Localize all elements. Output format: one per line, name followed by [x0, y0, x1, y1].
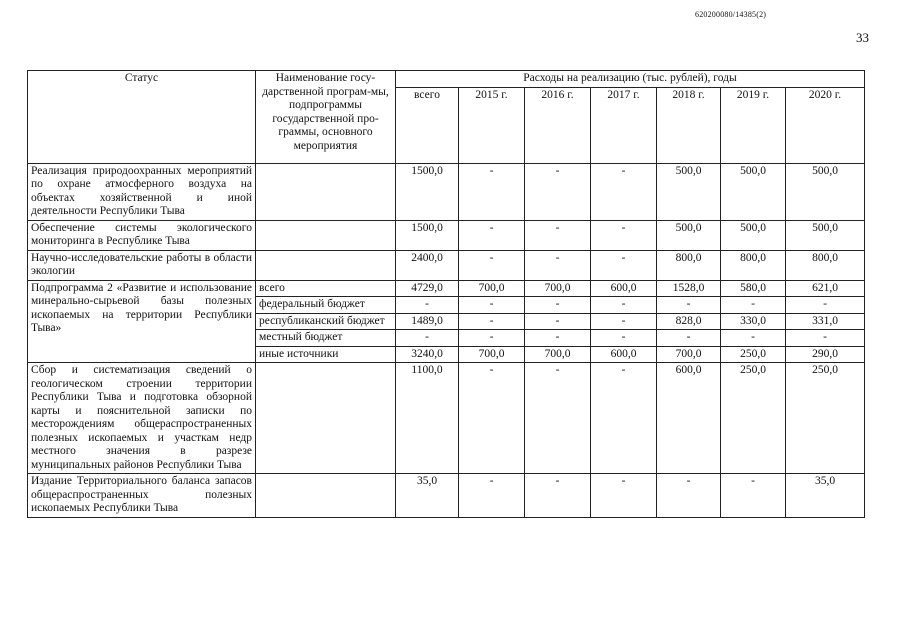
cell-value: 500,0	[721, 163, 786, 220]
cell-total: 4729,0	[396, 280, 459, 297]
cell-value: 500,0	[786, 163, 865, 220]
cell-value: -	[459, 363, 525, 474]
header-year: 2017 г.	[591, 87, 657, 163]
cell-value: -	[591, 313, 657, 330]
cell-value: -	[525, 163, 591, 220]
cell-value: 500,0	[786, 220, 865, 250]
cell-value: 35,0	[786, 474, 865, 518]
cell-value: -	[591, 220, 657, 250]
cell-value: -	[657, 297, 721, 314]
cell-value: -	[591, 474, 657, 518]
row-name	[256, 363, 396, 474]
cell-value: -	[591, 363, 657, 474]
table-row	[28, 220, 865, 250]
cell-value: -	[721, 297, 786, 314]
cell-value: -	[459, 474, 525, 518]
cell-value: -	[657, 330, 721, 347]
cell-value: 330,0	[721, 313, 786, 330]
header-year: 2020 г.	[786, 87, 865, 163]
cell-value: -	[459, 250, 525, 280]
cell-value: -	[786, 330, 865, 347]
cell-value: -	[525, 330, 591, 347]
row-name: местный бюджет	[256, 330, 396, 347]
row-status: Реализация природоохранных мероприятий по охране атмосферного воздуха на объектах хозяйственной и иной деятельности Республики Тыва	[28, 163, 256, 220]
header-name: Наименование госу-дарственной програм-мы, подпрограммы государственной про-граммы, основного мероприятия	[256, 71, 396, 164]
cell-value: -	[525, 250, 591, 280]
row-name: республиканский бюджет	[256, 313, 396, 330]
cell-value: 500,0	[657, 220, 721, 250]
cell-total: 2400,0	[396, 250, 459, 280]
cell-total: -	[396, 297, 459, 314]
cell-value: -	[459, 220, 525, 250]
cell-value: 800,0	[657, 250, 721, 280]
cell-total: 1500,0	[396, 163, 459, 220]
header-year: 2019 г.	[721, 87, 786, 163]
cell-value: -	[525, 313, 591, 330]
cell-value: -	[459, 330, 525, 347]
table-row	[28, 474, 865, 518]
expenditure-table	[27, 70, 865, 518]
header-spending: Расходы на реализацию (тыс. рублей), годы	[396, 71, 865, 88]
table-row	[28, 163, 865, 220]
cell-value: 700,0	[657, 346, 721, 363]
cell-value: -	[657, 474, 721, 518]
cell-value: 331,0	[786, 313, 865, 330]
cell-value: 800,0	[721, 250, 786, 280]
cell-total: 1500,0	[396, 220, 459, 250]
cell-total: 3240,0	[396, 346, 459, 363]
cell-value: 580,0	[721, 280, 786, 297]
header-status: Статус	[28, 71, 256, 164]
cell-value: -	[591, 163, 657, 220]
row-name	[256, 250, 396, 280]
cell-value: 600,0	[591, 280, 657, 297]
cell-total: -	[396, 330, 459, 347]
table-row	[28, 280, 865, 297]
cell-value: -	[591, 330, 657, 347]
cell-value: -	[459, 163, 525, 220]
cell-value: 621,0	[786, 280, 865, 297]
cell-value: -	[591, 297, 657, 314]
cell-value: -	[525, 363, 591, 474]
cell-value: -	[525, 220, 591, 250]
row-name: иные источники	[256, 346, 396, 363]
cell-value: -	[459, 313, 525, 330]
header-year: 2018 г.	[657, 87, 721, 163]
cell-value: 828,0	[657, 313, 721, 330]
cell-value: -	[591, 250, 657, 280]
cell-value: 700,0	[525, 346, 591, 363]
cell-value: 250,0	[721, 363, 786, 474]
row-status: Издание Территориального баланса запасов общераспространенных полезных ископаемых Республики Тыва	[28, 474, 256, 518]
cell-value: 1528,0	[657, 280, 721, 297]
cell-value: -	[721, 474, 786, 518]
cell-value: -	[459, 297, 525, 314]
cell-value: 290,0	[786, 346, 865, 363]
row-name	[256, 163, 396, 220]
table-row	[28, 250, 865, 280]
cell-value: 700,0	[525, 280, 591, 297]
header-year: 2016 г.	[525, 87, 591, 163]
cell-value: 800,0	[786, 250, 865, 280]
cell-value: 700,0	[459, 346, 525, 363]
table-row	[28, 363, 865, 474]
header-year: 2015 г.	[459, 87, 525, 163]
row-status: Научно-исследовательские работы в области экологии	[28, 250, 256, 280]
row-status: Сбор и систематизация сведений о геологическом строении территории Республики Тыва и подготовка обзорной карты и пояснительной записки по месторождениям общераспространенных полезных ископаемых и участкам недр местного значения в разрезе муниципальных районов Республики Тыва	[28, 363, 256, 474]
cell-value: 500,0	[721, 220, 786, 250]
document-id: 620200080/14385(2)	[695, 10, 767, 19]
cell-value: -	[786, 297, 865, 314]
cell-value: -	[525, 474, 591, 518]
cell-value: 600,0	[591, 346, 657, 363]
row-name: федеральный бюджет	[256, 297, 396, 314]
cell-value: 250,0	[721, 346, 786, 363]
cell-value: -	[525, 297, 591, 314]
row-name: всего	[256, 280, 396, 297]
cell-total: 35,0	[396, 474, 459, 518]
cell-total: 1489,0	[396, 313, 459, 330]
cell-value: 250,0	[786, 363, 865, 474]
row-name	[256, 220, 396, 250]
header-year: всего	[396, 87, 459, 163]
page-number: 33	[856, 30, 869, 45]
row-status: Обеспечение системы экологического мониторинга в Республике Тыва	[28, 220, 256, 250]
row-name	[256, 474, 396, 518]
cell-value: 500,0	[657, 163, 721, 220]
cell-value: 600,0	[657, 363, 721, 474]
cell-total: 1100,0	[396, 363, 459, 474]
cell-value: 700,0	[459, 280, 525, 297]
cell-value: -	[721, 330, 786, 347]
subprogram-status: Подпрограмма 2 «Развитие и использование минерально-сырьевой базы полезных ископаемых на территории Республики Тыва»	[28, 280, 256, 363]
